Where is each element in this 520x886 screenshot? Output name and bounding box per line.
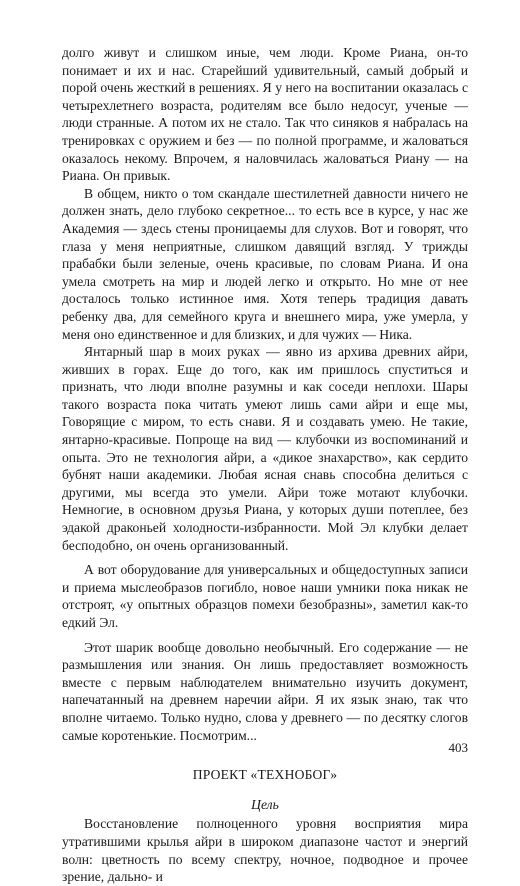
section-heading: ПРОЕКТ «ТЕХНОБОГ» <box>192 767 338 783</box>
paragraph-goal: Восстановление полноценного уровня восприятия мира утратившими крылья айри в широком диапазоне частот и энергий волн: цветность по всему спектру, ночное, подводное и прочее зрение, дально- и <box>62 816 468 885</box>
page-number: 403 <box>448 740 468 755</box>
paragraph-1: долго живут и слишком иные, чем люди. Кроме Риана, он-то понимает и их и нас. Старейший удивительный, самый добрый и порой очень жесткий в решениях. Я у него на воспитании оказалась с четырехлетнего возраста, родителям все было недосуг, ученые — люди странные. А потом их не стало. Так что синяков я набралась на тренировках с оружием и без — по полной программе, и жаловаться оказалось некому. Впрочем, я наловчилась жаловаться Риану — на Риана. Он привык. <box>62 45 468 184</box>
section-subheading: Цель <box>251 796 279 812</box>
paragraph-3: Янтарный шар в моих руках — явно из архива древних айри, живших в горах. Еще до того, как им пришлось спуститься и признать, что люди вполне разумны и как соседи неплохи. Шары такого возраста пока читать умеют лишь сами айри и еще мы, Говорящие с миром, то есть снави. Я и создавать умею. Не такие, янтарно-красивые. Попроще на вид — клубочки из воспоминаний и опыта. Это не технология айри, а «дикое знахарство», как сердито бубнят наши академики. Любая ясная снавь способна делиться с другими, мы всегда это умели. Айри тоже мотают клубочки. Немногие, в основном друзья Риана, у которых души потеплее, без эдакой драконьей холодности-избранности. Мой Эл клубки делает бесподобно, он очень организованный. <box>62 344 468 553</box>
paragraph-2: В общем, никто о том скандале шестилетней давности ничего не должен знать, дело глубоко секретное... то есть все в курсе, у нас же Академия — здесь стены проницаемы для слухов. Вот и говорят, что глаза у меня неприятные, слишком давящий взгляд. У трижды прабабки были зеленые, очень красивые, по словам Риана. И она умела смотреть на мир и людей легко и открыто. Но мне от нее досталось только истинное имя. Хотя теперь традиция давать ребенку два, для семейного круга и внешнего мира, уже умерла, у меня оно единственное и для близких, и для чужих — Ника. <box>62 185 468 342</box>
page-body <box>62 44 468 886</box>
paragraph-5: Этот шарик вообще довольно необычный. Его содержание — не размышления или знания. Он лишь предоставляет возможность вместе с первым наблюдателем внимательно изучить документ, напечатанный на древнем наречии айри. Я их язык знаю, так что вполне читаемо. Только нудно, слова у древнего — по десятку слогов самые коротенькие. Посмотрим... <box>62 639 468 743</box>
paragraph-4: А вот оборудование для универсальных и общедоступных записи и приема мыслеобразов погибло, новое наши умники пока никак не отстроят, «у опытных образцов помехи безобразны», заметил как-то едкий Эл. <box>62 562 468 630</box>
